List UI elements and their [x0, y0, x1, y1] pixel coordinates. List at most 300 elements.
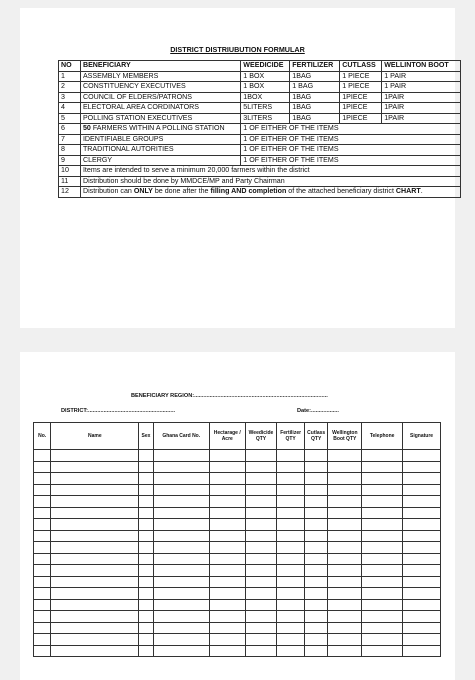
empty-cell[interactable] — [153, 611, 209, 623]
empty-cell[interactable] — [277, 599, 305, 611]
header-beneficiary: BENEFICIARY — [80, 61, 240, 72]
table-row — [34, 576, 441, 588]
table-row — [34, 530, 441, 542]
empty-cell[interactable] — [51, 542, 139, 554]
empty-cell[interactable] — [34, 507, 51, 519]
note-text-part: be done after the — [152, 187, 211, 195]
note-text — [80, 187, 460, 198]
empty-cell[interactable] — [328, 553, 362, 565]
empty-cell[interactable] — [153, 530, 209, 542]
table-row — [59, 134, 461, 145]
empty-cell[interactable] — [34, 484, 51, 496]
empty-cell[interactable] — [153, 588, 209, 600]
row-no: 4 — [59, 103, 81, 114]
empty-cell[interactable] — [304, 622, 328, 634]
empty-cell[interactable] — [277, 565, 305, 577]
header-fertilizer: FERTILIZER — [290, 61, 340, 72]
empty-cell[interactable] — [139, 645, 153, 657]
note-row — [59, 187, 461, 198]
empty-cell[interactable] — [34, 519, 51, 531]
row-no: 5 — [59, 113, 81, 124]
empty-cell[interactable] — [153, 634, 209, 646]
empty-cell[interactable] — [277, 622, 305, 634]
table-row — [34, 461, 441, 473]
empty-cell[interactable] — [153, 565, 209, 577]
empty-cell[interactable] — [139, 622, 153, 634]
empty-cell[interactable] — [139, 450, 153, 462]
empty-cell[interactable] — [245, 634, 277, 646]
note-text: Distribution should be done by MMDCE/MP and Party Chairman — [80, 176, 460, 187]
empty-cell[interactable] — [277, 553, 305, 565]
table-row — [59, 124, 461, 135]
table-row — [34, 622, 441, 634]
empty-cell[interactable] — [51, 565, 139, 577]
empty-cell[interactable] — [362, 484, 403, 496]
empty-cell[interactable] — [34, 496, 51, 508]
row-fertilizer: 1BAG — [290, 113, 340, 124]
row-fertilizer: 1BAG — [290, 103, 340, 114]
empty-cell[interactable] — [304, 588, 328, 600]
empty-cell[interactable] — [328, 599, 362, 611]
row-no: 7 — [59, 134, 81, 145]
empty-cell[interactable] — [51, 634, 139, 646]
empty-cell[interactable] — [51, 496, 139, 508]
empty-cell[interactable] — [362, 553, 403, 565]
empty-cell[interactable] — [139, 530, 153, 542]
empty-cell[interactable] — [277, 634, 305, 646]
empty-cell[interactable] — [403, 622, 441, 634]
empty-cell[interactable] — [245, 473, 277, 485]
empty-cell[interactable] — [403, 496, 441, 508]
row-cutlass: 1PIECE — [340, 113, 382, 124]
empty-cell[interactable] — [277, 576, 305, 588]
header-wellinton-boot: WELLINTON BOOT — [382, 61, 461, 72]
empty-cell[interactable] — [328, 519, 362, 531]
empty-cell[interactable] — [139, 519, 153, 531]
empty-cell[interactable] — [328, 588, 362, 600]
row-beneficiary: ASSEMBLY MEMBERS — [80, 71, 240, 82]
empty-cell[interactable] — [304, 496, 328, 508]
empty-cell[interactable] — [34, 611, 51, 623]
empty-cell[interactable] — [245, 645, 277, 657]
row-fertilizer: 1BAG — [290, 92, 340, 103]
empty-cell[interactable] — [153, 507, 209, 519]
empty-cell[interactable] — [403, 634, 441, 646]
header-sex: Sex — [139, 423, 153, 450]
empty-cell[interactable] — [51, 473, 139, 485]
empty-cell[interactable] — [362, 588, 403, 600]
empty-cell[interactable] — [403, 599, 441, 611]
table-row — [34, 484, 441, 496]
beneficiary-table — [33, 422, 441, 657]
empty-cell[interactable] — [362, 473, 403, 485]
row-no: 6 — [59, 124, 81, 135]
header-telephone: Telephone — [362, 423, 403, 450]
empty-cell[interactable] — [277, 484, 305, 496]
empty-cell[interactable] — [51, 507, 139, 519]
header-cutlass: CUTLASS — [340, 61, 382, 72]
row-weedicide: 1 BOX — [241, 82, 290, 93]
empty-cell[interactable] — [139, 507, 153, 519]
row-no: 9 — [59, 155, 81, 166]
empty-cell[interactable] — [209, 530, 245, 542]
empty-cell[interactable] — [139, 611, 153, 623]
empty-cell[interactable] — [403, 450, 441, 462]
row-weedicide: 1 BOX — [241, 71, 290, 82]
empty-cell[interactable] — [362, 622, 403, 634]
empty-cell[interactable] — [304, 507, 328, 519]
empty-cell[interactable] — [209, 542, 245, 554]
empty-cell[interactable] — [51, 450, 139, 462]
empty-cell[interactable] — [245, 588, 277, 600]
empty-cell[interactable] — [328, 576, 362, 588]
empty-cell[interactable] — [245, 507, 277, 519]
row-beneficiary: ELECTORAL AREA CORDINATORS — [80, 103, 240, 114]
empty-cell[interactable] — [34, 565, 51, 577]
table-row — [34, 588, 441, 600]
empty-cell[interactable] — [362, 450, 403, 462]
row-weedicide: 5LITERS — [241, 103, 290, 114]
row-fertilizer: 1 BAG — [290, 82, 340, 93]
header-no: No. — [34, 423, 51, 450]
empty-cell[interactable] — [209, 450, 245, 462]
empty-cell[interactable] — [209, 611, 245, 623]
empty-cell[interactable] — [304, 634, 328, 646]
empty-cell[interactable] — [328, 450, 362, 462]
empty-cell[interactable] — [34, 553, 51, 565]
empty-cell[interactable] — [304, 461, 328, 473]
row-no: 2 — [59, 82, 81, 93]
empty-cell[interactable] — [153, 473, 209, 485]
empty-cell[interactable] — [153, 576, 209, 588]
row-no: 8 — [59, 145, 81, 156]
beneficiary-text: FARMERS WITHIN A POLLING STATION — [90, 124, 225, 132]
empty-cell[interactable] — [209, 645, 245, 657]
note-row — [59, 166, 461, 177]
empty-cell[interactable] — [277, 645, 305, 657]
note-text-part: of the attached beneficiary district — [286, 187, 396, 195]
empty-cell[interactable] — [362, 645, 403, 657]
empty-cell[interactable] — [328, 611, 362, 623]
empty-cell[interactable] — [245, 461, 277, 473]
note-text-part: Distribution can — [82, 187, 134, 195]
table-row — [59, 92, 461, 103]
empty-cell[interactable] — [304, 450, 328, 462]
empty-cell[interactable] — [51, 599, 139, 611]
table-row — [59, 71, 461, 82]
empty-cell[interactable] — [362, 507, 403, 519]
table-row — [59, 155, 461, 166]
empty-cell[interactable] — [328, 565, 362, 577]
row-no: 11 — [59, 176, 81, 187]
row-items: 1 OF EITHER OF THE ITEMS — [241, 134, 461, 145]
empty-cell[interactable] — [362, 542, 403, 554]
table-header-row — [34, 423, 441, 450]
empty-cell[interactable] — [304, 599, 328, 611]
empty-cell[interactable] — [328, 530, 362, 542]
date-label: Date:.................. — [297, 408, 339, 414]
empty-cell[interactable] — [277, 530, 305, 542]
empty-cell[interactable] — [362, 461, 403, 473]
empty-cell[interactable] — [362, 530, 403, 542]
table-row — [34, 611, 441, 623]
empty-cell[interactable] — [304, 565, 328, 577]
row-beneficiary: COUNCIL OF ELDERS/PATRONS — [80, 92, 240, 103]
empty-cell[interactable] — [277, 473, 305, 485]
empty-cell[interactable] — [328, 461, 362, 473]
empty-cell[interactable] — [245, 622, 277, 634]
note-emphasis: filling AND completion — [210, 187, 287, 195]
empty-cell[interactable] — [277, 542, 305, 554]
empty-cell[interactable] — [34, 576, 51, 588]
empty-cell[interactable] — [139, 484, 153, 496]
header-fertilizer-qty: Fertilizer QTY — [277, 423, 305, 450]
row-no: 1 — [59, 71, 81, 82]
table-row — [34, 507, 441, 519]
empty-cell[interactable] — [209, 588, 245, 600]
empty-cell[interactable] — [328, 622, 362, 634]
empty-cell[interactable] — [245, 496, 277, 508]
empty-cell[interactable] — [139, 565, 153, 577]
empty-cell[interactable] — [209, 484, 245, 496]
distribution-table — [58, 60, 461, 198]
row-boot: 1PAIR — [382, 103, 461, 114]
empty-cell[interactable] — [209, 565, 245, 577]
header-name: Name — [51, 423, 139, 450]
empty-cell[interactable] — [304, 519, 328, 531]
empty-cell[interactable] — [328, 542, 362, 554]
empty-cell[interactable] — [51, 484, 139, 496]
empty-cell[interactable] — [34, 461, 51, 473]
table-row — [34, 599, 441, 611]
empty-cell[interactable] — [362, 519, 403, 531]
empty-cell[interactable] — [209, 553, 245, 565]
empty-cell[interactable] — [153, 496, 209, 508]
row-cutlass: 1PIECE — [340, 92, 382, 103]
empty-cell[interactable] — [403, 507, 441, 519]
empty-cell[interactable] — [304, 530, 328, 542]
empty-cell[interactable] — [403, 461, 441, 473]
empty-cell[interactable] — [153, 542, 209, 554]
table-row — [34, 473, 441, 485]
empty-cell[interactable] — [34, 634, 51, 646]
empty-cell[interactable] — [51, 461, 139, 473]
empty-cell[interactable] — [245, 565, 277, 577]
empty-cell[interactable] — [403, 553, 441, 565]
beneficiary-table-body — [34, 450, 441, 657]
empty-cell[interactable] — [209, 599, 245, 611]
row-beneficiary: TRADITIONAL AUTORITIES — [80, 145, 240, 156]
empty-cell[interactable] — [304, 484, 328, 496]
empty-cell[interactable] — [403, 645, 441, 657]
empty-cell[interactable] — [277, 507, 305, 519]
empty-cell[interactable] — [328, 496, 362, 508]
empty-cell[interactable] — [209, 496, 245, 508]
note-row — [59, 176, 461, 187]
header-ghana-card: Ghana Card No. — [153, 423, 209, 450]
empty-cell[interactable] — [209, 461, 245, 473]
empty-cell[interactable] — [139, 496, 153, 508]
empty-cell[interactable] — [209, 519, 245, 531]
empty-cell[interactable] — [209, 634, 245, 646]
table-row — [59, 145, 461, 156]
note-emphasis: ONLY — [133, 187, 153, 195]
empty-cell[interactable] — [245, 611, 277, 623]
table-header-row — [59, 61, 461, 72]
empty-cell[interactable] — [153, 461, 209, 473]
row-no: 12 — [59, 187, 81, 198]
empty-cell[interactable] — [277, 461, 305, 473]
empty-cell[interactable] — [403, 519, 441, 531]
empty-cell[interactable] — [51, 553, 139, 565]
form-title: DISTRICT DISTRIUBUTION FORMULAR — [170, 45, 305, 54]
row-weedicide: 3LITERS — [241, 113, 290, 124]
empty-cell[interactable] — [277, 588, 305, 600]
empty-cell[interactable] — [277, 450, 305, 462]
header-weedicide-qty: Weedicide QTY — [245, 423, 277, 450]
row-cutlass: 1PIECE — [340, 103, 382, 114]
empty-cell[interactable] — [362, 576, 403, 588]
note-emphasis: CHART — [395, 187, 421, 195]
row-no: 3 — [59, 92, 81, 103]
row-beneficiary: POLLING STATION EXECUTIVES — [80, 113, 240, 124]
empty-cell[interactable] — [153, 553, 209, 565]
empty-cell[interactable] — [153, 645, 209, 657]
empty-cell[interactable] — [209, 473, 245, 485]
empty-cell[interactable] — [139, 473, 153, 485]
empty-cell[interactable] — [51, 519, 139, 531]
row-beneficiary: IDENTIFIABLE GROUPS — [80, 134, 240, 145]
beneficiary-chart-page — [20, 352, 455, 680]
empty-cell[interactable] — [51, 645, 139, 657]
row-weedicide: 1BOX — [241, 92, 290, 103]
empty-cell[interactable] — [362, 599, 403, 611]
empty-cell[interactable] — [328, 634, 362, 646]
empty-cell[interactable] — [139, 634, 153, 646]
empty-cell[interactable] — [245, 519, 277, 531]
empty-cell[interactable] — [153, 484, 209, 496]
empty-cell[interactable] — [304, 611, 328, 623]
empty-cell[interactable] — [139, 599, 153, 611]
empty-cell[interactable] — [51, 530, 139, 542]
empty-cell[interactable] — [209, 622, 245, 634]
empty-cell[interactable] — [51, 611, 139, 623]
empty-cell[interactable] — [362, 611, 403, 623]
empty-cell[interactable] — [304, 645, 328, 657]
empty-cell[interactable] — [34, 588, 51, 600]
table-row — [59, 113, 461, 124]
empty-cell[interactable] — [362, 496, 403, 508]
empty-cell[interactable] — [51, 588, 139, 600]
table-row — [34, 553, 441, 565]
header-signature: Signature — [403, 423, 441, 450]
empty-cell[interactable] — [139, 542, 153, 554]
empty-cell[interactable] — [362, 634, 403, 646]
empty-cell[interactable] — [34, 530, 51, 542]
empty-cell[interactable] — [328, 484, 362, 496]
empty-cell[interactable] — [245, 530, 277, 542]
beneficiary-count: 50 — [82, 124, 91, 132]
empty-cell[interactable] — [245, 576, 277, 588]
row-cutlass: 1 PIECE — [340, 71, 382, 82]
empty-cell[interactable] — [304, 576, 328, 588]
table-row — [59, 82, 461, 93]
empty-cell[interactable] — [403, 588, 441, 600]
empty-cell[interactable] — [403, 565, 441, 577]
table-row — [34, 519, 441, 531]
empty-cell[interactable] — [403, 473, 441, 485]
row-items: 1 OF EITHER OF THE ITEMS — [241, 124, 461, 135]
table-row — [34, 634, 441, 646]
empty-cell[interactable] — [245, 553, 277, 565]
empty-cell[interactable] — [34, 599, 51, 611]
empty-cell[interactable] — [403, 576, 441, 588]
header-no: NO — [59, 61, 81, 72]
empty-cell[interactable] — [403, 611, 441, 623]
row-beneficiary: CONSTITUENCY EXECUTIVES — [80, 82, 240, 93]
empty-cell[interactable] — [139, 461, 153, 473]
empty-cell[interactable] — [209, 507, 245, 519]
empty-cell[interactable] — [245, 542, 277, 554]
empty-cell[interactable] — [139, 553, 153, 565]
empty-cell[interactable] — [34, 473, 51, 485]
empty-cell[interactable] — [209, 576, 245, 588]
empty-cell[interactable] — [34, 622, 51, 634]
empty-cell[interactable] — [245, 599, 277, 611]
empty-cell[interactable] — [277, 611, 305, 623]
empty-cell[interactable] — [277, 496, 305, 508]
row-boot: 1PAIR — [382, 113, 461, 124]
empty-cell[interactable] — [34, 645, 51, 657]
empty-cell[interactable] — [34, 542, 51, 554]
row-items: 1 OF EITHER OF THE ITEMS — [241, 155, 461, 166]
row-boot: 1 PAIR — [382, 71, 461, 82]
empty-cell[interactable] — [403, 542, 441, 554]
empty-cell[interactable] — [304, 553, 328, 565]
empty-cell[interactable] — [245, 484, 277, 496]
empty-cell[interactable] — [362, 565, 403, 577]
table-row — [59, 103, 461, 114]
header-cutlass-qty: Cutlass QTY — [304, 423, 328, 450]
empty-cell[interactable] — [153, 599, 209, 611]
empty-cell[interactable] — [328, 645, 362, 657]
header-hectarage: Hectarage / Acre — [209, 423, 245, 450]
empty-cell[interactable] — [277, 519, 305, 531]
empty-cell[interactable] — [139, 588, 153, 600]
empty-cell[interactable] — [139, 576, 153, 588]
empty-cell[interactable] — [328, 473, 362, 485]
empty-cell[interactable] — [304, 542, 328, 554]
empty-cell[interactable] — [403, 484, 441, 496]
empty-cell[interactable] — [153, 450, 209, 462]
header-boot-qty: Wellington Boot QTY — [328, 423, 362, 450]
empty-cell[interactable] — [51, 622, 139, 634]
empty-cell[interactable] — [51, 576, 139, 588]
row-no: 10 — [59, 166, 81, 177]
empty-cell[interactable] — [245, 450, 277, 462]
empty-cell[interactable] — [328, 507, 362, 519]
empty-cell[interactable] — [153, 519, 209, 531]
empty-cell[interactable] — [304, 473, 328, 485]
empty-cell[interactable] — [153, 622, 209, 634]
table-row — [34, 542, 441, 554]
note-text: Items are intended to serve a minimum 20,000 farmers within the district — [80, 166, 460, 177]
empty-cell[interactable] — [34, 450, 51, 462]
table-row — [34, 450, 441, 462]
row-beneficiary: CLERGY — [80, 155, 240, 166]
table-row — [34, 565, 441, 577]
empty-cell[interactable] — [403, 530, 441, 542]
